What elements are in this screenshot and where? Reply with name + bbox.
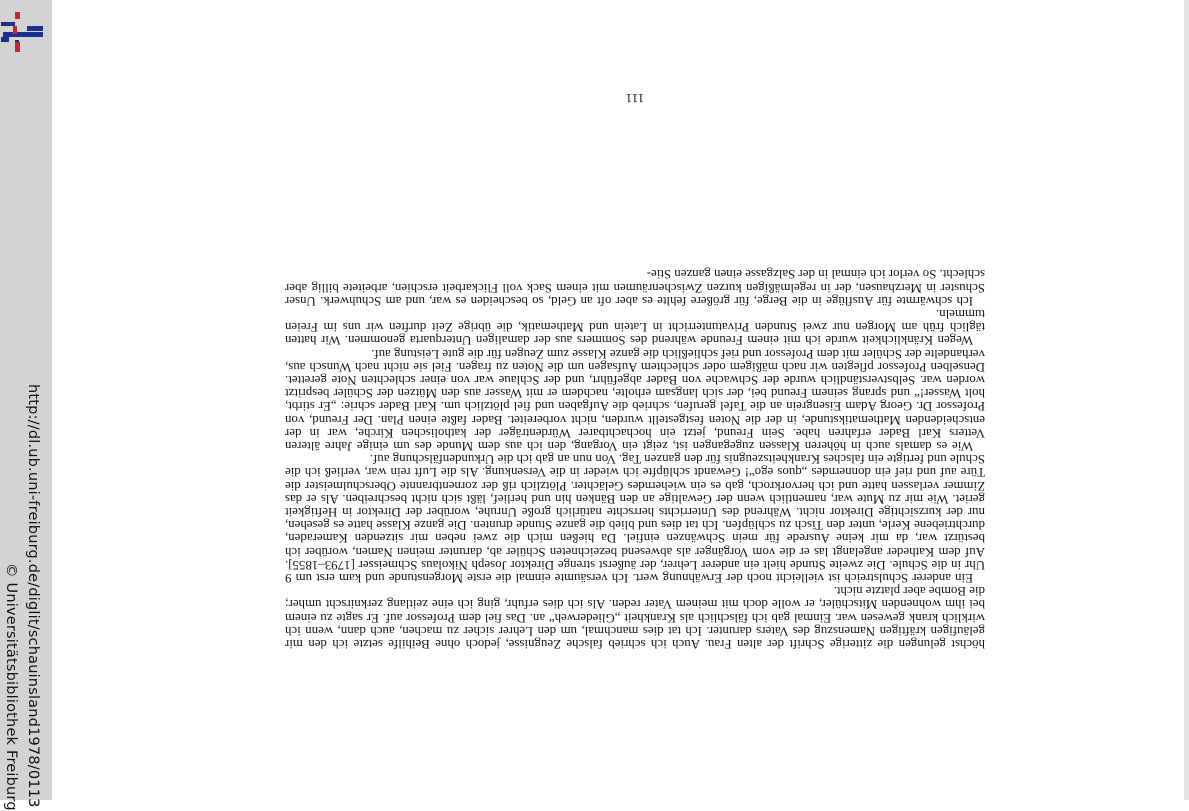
paragraph: Wegen Kränklichkeit wurde ich mit einem Freunde während des Sommers aus der damaligen Unterquarta genommen. Wir hatten täglich früh am Morgen nur zwei Stunden Privatunterricht in Latein und Mathematik, die übrige Zeit durften wir uns im Freien tummeln. bbox=[285, 306, 985, 348]
page-number: 111 bbox=[625, 91, 645, 105]
paragraph: Ein anderer Schulstreich ist vielleicht noch der Erwähnung wert. Ich versäumte einmal die erste Morgenstunde und kam erst um 9 Uhr in die Schule. Die zweite Stunde hielt ein anderer Lehrer, der äußerst strenge Direktor Joseph Nikolaus Schmeisser [1793–1855]. Auf dem Katheder angelangt las er die vom Vorgänger als abwesend bezeichneten Schüler ab, darunter meinen Namen, worüber ich bestürzt war, da mir keine Ausrede für mein Schwänzen einfiel. Da hießen mich die zwei neben mir sitzenden Kameraden, durchtriebene Kerle, unter den Tisch zu schlüpfen. Ich tat dies und blieb die ganze Stunde drunten. Die ganze Klasse hatte es gesehen, nur der kurzsichtige Direktor nicht. Während des Unterrichts herrschte natürlich große Unruhe, worüber der Direktor in Heftigkeit geriet. Wie mir zu Mute war, namentlich wenn der Gewaltige an den Bänken hin und herlief, läßt sich nicht beschreiben. Als er das Zimmer verlassen hatte und ich hervorkroch, gab es ein wieherndes Gelächter. Plötzlich riß der zornentbrannte Oberschulmeister die Türe auf und rief ein donnerndes „quos ego“! Gewandt schlüpfte ich wieder in die Versenkung. Als die Luft rein war, verließ ich die Schule und fertigte ein falsches Krankheitszeugnis für den ganzen Tag. Von nun an gab ich die Urkundenfälschung auf. bbox=[285, 452, 985, 585]
paragraph: Ich schwärmte für Ausflüge in die Berge, für größere fehlte es aber oft an Geld, so bescheiden es war, und am Schuhwerk. Unser Schuster in Merzhausen, der in regelmäßigen kurzen Zwischenräumen mit einem Sack voll Flickarbeit erschien, arbeitete billig aber schlecht. So verlor ich einmal in der Salzgasse einen ganzen Stie- bbox=[285, 267, 985, 308]
scanned-page bbox=[285, 78, 985, 650]
paragraph: höchst gelungen die zitterige Schrift der alten Frau. Auch ich schrieb falsche Zeugnisse, jedoch ohne Beihilfe setzte ich den mir geläufigen kräftigen Namenszug des Vaters darunter. Ich tat dies manchmal, um den Lehrer sicher zu machen, auch dann, wenn ich wirklich krank gewesen war. Einmal gab ich fälschlich als Krankheit „Gliederweh“ an. Das fiel dem Professor auf. Er sagte zu einem bei ihm wohnenden Mitschüler, er wolle doch mit meinem Vater reden. Als ich dies erfuhr, ging ich eine zeitlang zerknirscht umher; die Bombe aber platzte nicht. bbox=[285, 584, 985, 651]
source-url-link[interactable]: http://dl.ub.uni-freiburg.de/diglit/schauinsland1978/0113 bbox=[25, 384, 41, 808]
copyright-notice: © Universitätsbibliothek Freiburg bbox=[3, 563, 19, 811]
scroll-edge bbox=[1184, 0, 1189, 800]
page-body bbox=[285, 267, 985, 650]
viewer-sidebar bbox=[0, 0, 52, 811]
paragraph: Wie es damals auch in höheren Klassen zugegangen ist, zeigt ein Vorgang, den ich aus dem Munde des um einige Jahre älteren Vetters Karl Bader erfahren habe. Sein Freund, jetzt ein hochachtbarer Würdenträger der katholischen Kirche, war in der entscheidenden Mathematikstunde, in der die Noten festgestellt wurden, nicht vorbereitet. Bader faßte einen Plan. Der Freund, von Professor Dr. Georg Adam Eisengrein an die Tafel gerufen, schrieb die Aufgaben und fiel plötzlich um. Karl Bader schrie: „Er stirbt, holt Wasser!“ und sprang seinem Freund bei, der sich langsam erholte, nachdem er mit Wasser aus den Mützen der Schüler bespritzt worden war. Selbstverständlich wurde der Schwache von Bader abgeführt, und der Schlaue war von einer schlechten Note gerettet. Denselben Professor pflegten wir nach mäßigem oder schlechtem Aufsagen um die Noten zu fragen. Fiel sie nicht nach Wunsch aus, verhandelte der Schüler mit dem Professor und rief schließlich die ganze Klasse zum Zeugen für die gute Leistung auf. bbox=[285, 346, 985, 453]
